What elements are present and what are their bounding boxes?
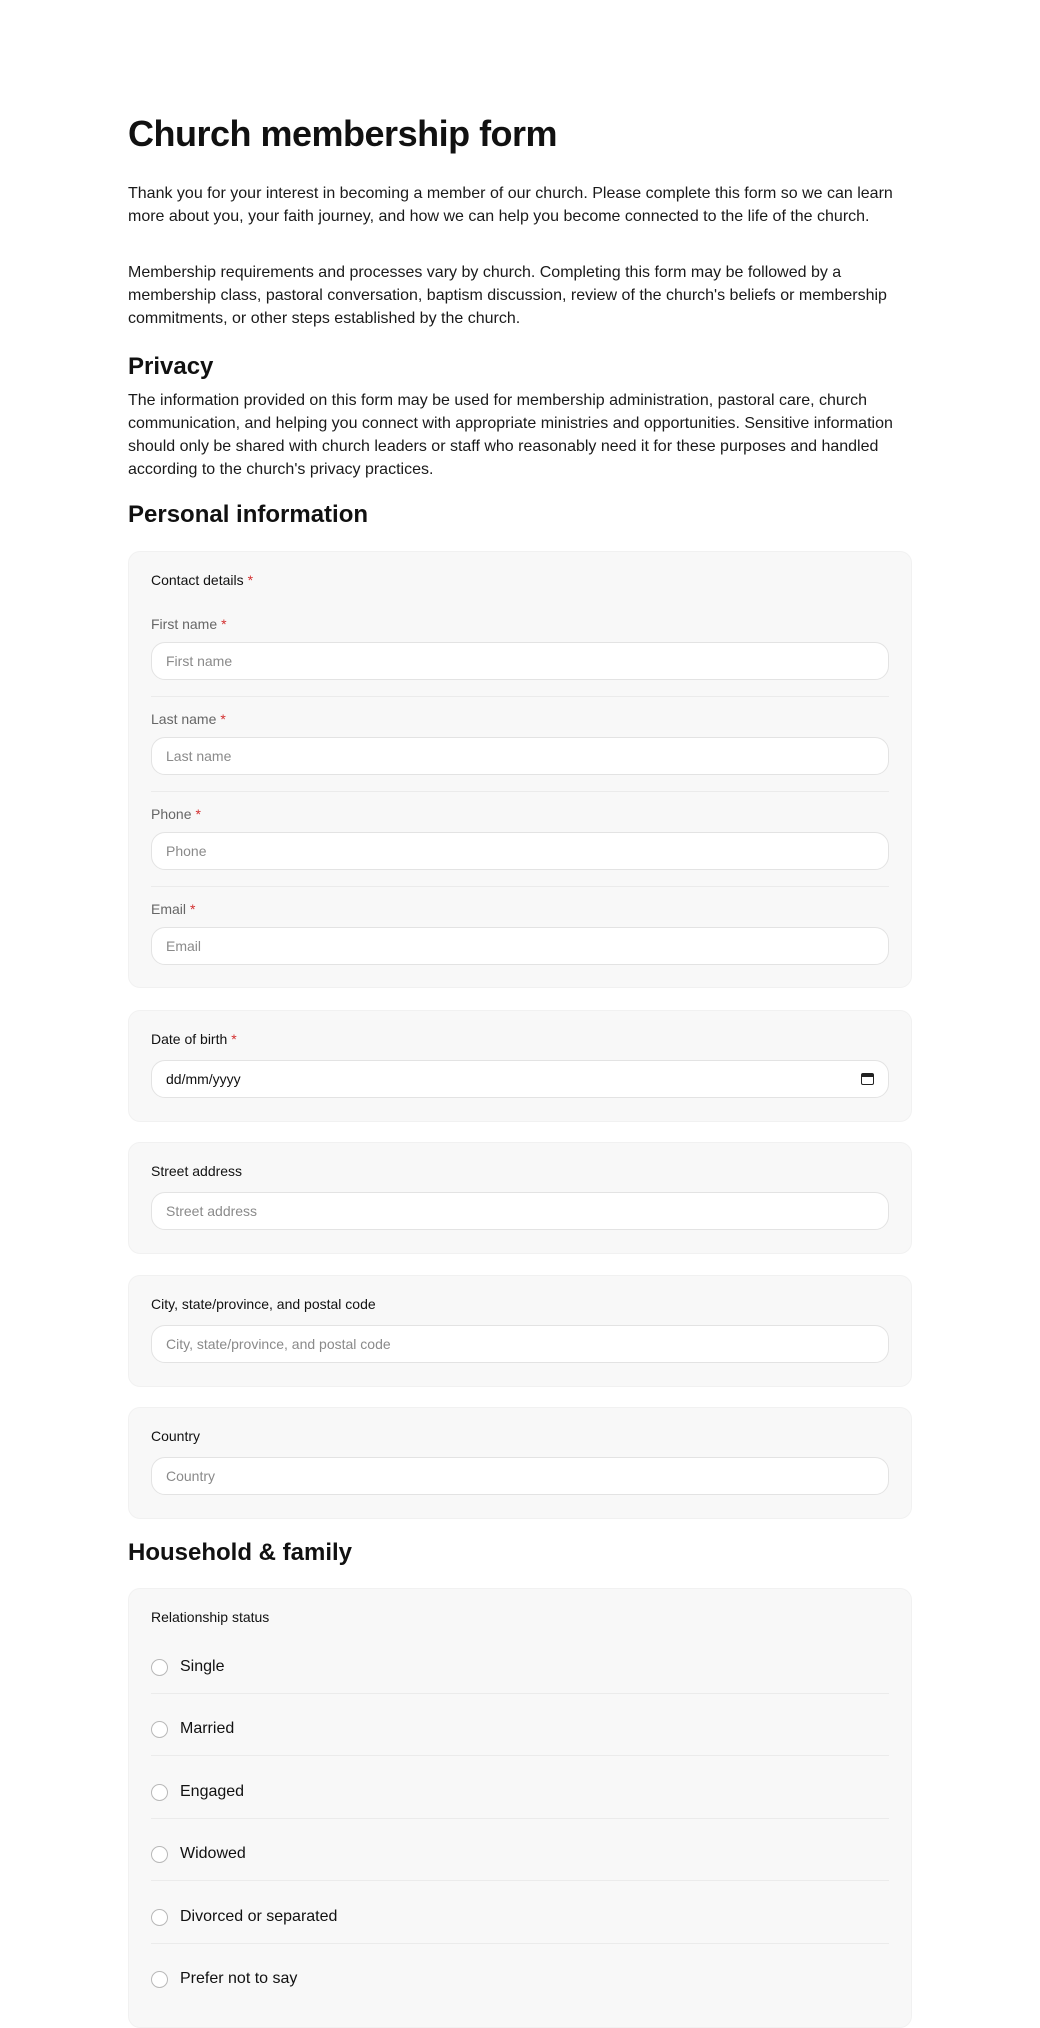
date-of-birth-input[interactable] <box>151 1060 889 1098</box>
radio-label: Divorced or separated <box>180 1908 338 1925</box>
radio-option-single[interactable] <box>151 1656 889 1678</box>
radio-label: Prefer not to say <box>180 1970 298 1987</box>
personal-information-heading: Personal information <box>128 501 369 528</box>
date-of-birth-card <box>128 1010 912 1122</box>
radio-button[interactable] <box>151 1846 168 1863</box>
date-of-birth-value: dd/mm/yyyy <box>166 1071 241 1087</box>
radio-label: Married <box>180 1720 235 1737</box>
radio-button[interactable] <box>151 1659 168 1676</box>
radio-label: Widowed <box>180 1845 246 1862</box>
country-input[interactable] <box>151 1457 889 1495</box>
divider <box>151 1818 889 1819</box>
radio-label: Single <box>180 1658 225 1675</box>
radio-button[interactable] <box>151 1909 168 1926</box>
radio-button[interactable] <box>151 1784 168 1801</box>
street-address-label: Street address <box>151 1163 243 1179</box>
household-family-heading: Household & family <box>128 1539 353 1566</box>
last-name-label: Last name * <box>151 711 226 727</box>
calendar-icon[interactable] <box>861 1073 874 1085</box>
email-input[interactable] <box>151 927 889 965</box>
last-name-input[interactable] <box>151 737 889 775</box>
city-label: City, state/province, and postal code <box>151 1296 376 1312</box>
email-label: Email * <box>151 901 196 917</box>
city-card <box>128 1275 912 1387</box>
privacy-text: The information provided on this form may be used for membership administration, pastoral care, church communication, and helping you connect with appropriate ministries and opportunities. Sensitive information should only be shared with church leaders or staff who reasonably need it for these purposes and handled according to the church's privacy practices. <box>128 392 893 478</box>
intro-paragraph-1: Thank you for your interest in becoming a member of our church. Please complete this form so we can learn more about you, your faith journey, and how we can help you become connected to the life of the church. <box>128 185 893 225</box>
divider <box>151 696 889 697</box>
divider <box>151 1943 889 1944</box>
radio-option-prefer-not-to-say[interactable] <box>151 1968 889 1990</box>
contact-details-label: Contact details * <box>151 572 254 588</box>
date-of-birth-label: Date of birth * <box>151 1031 237 1047</box>
street-address-input[interactable] <box>151 1192 889 1230</box>
radio-button[interactable] <box>151 1971 168 1988</box>
divider <box>151 1693 889 1694</box>
street-address-card <box>128 1142 912 1254</box>
phone-input[interactable] <box>151 832 889 870</box>
divider <box>151 886 889 887</box>
radio-label: Engaged <box>180 1783 245 1800</box>
privacy-heading: Privacy <box>128 353 214 380</box>
divider <box>151 791 889 792</box>
radio-option-married[interactable] <box>151 1718 889 1740</box>
first-name-input[interactable] <box>151 642 889 680</box>
radio-option-divorced-or-separated[interactable] <box>151 1906 889 1928</box>
contact-details-card <box>128 551 912 988</box>
phone-label: Phone * <box>151 806 201 822</box>
relationship-status-card <box>128 1588 912 2028</box>
divider <box>151 1880 889 1881</box>
country-label: Country <box>151 1428 201 1444</box>
relationship-status-label: Relationship status <box>151 1609 270 1625</box>
first-name-label: First name * <box>151 616 227 632</box>
radio-option-engaged[interactable] <box>151 1781 889 1803</box>
city-input[interactable] <box>151 1325 889 1363</box>
divider <box>151 1755 889 1756</box>
radio-option-widowed[interactable] <box>151 1843 889 1865</box>
intro-paragraph-2: Membership requirements and processes vary by church. Completing this form may be followed by a membership class, pastoral conversation, baptism discussion, review of the church's beliefs or membership commitments, or other steps established by the church. <box>128 264 887 327</box>
country-card <box>128 1407 912 1519</box>
radio-button[interactable] <box>151 1721 168 1738</box>
page-title: Church membership form <box>128 113 558 154</box>
